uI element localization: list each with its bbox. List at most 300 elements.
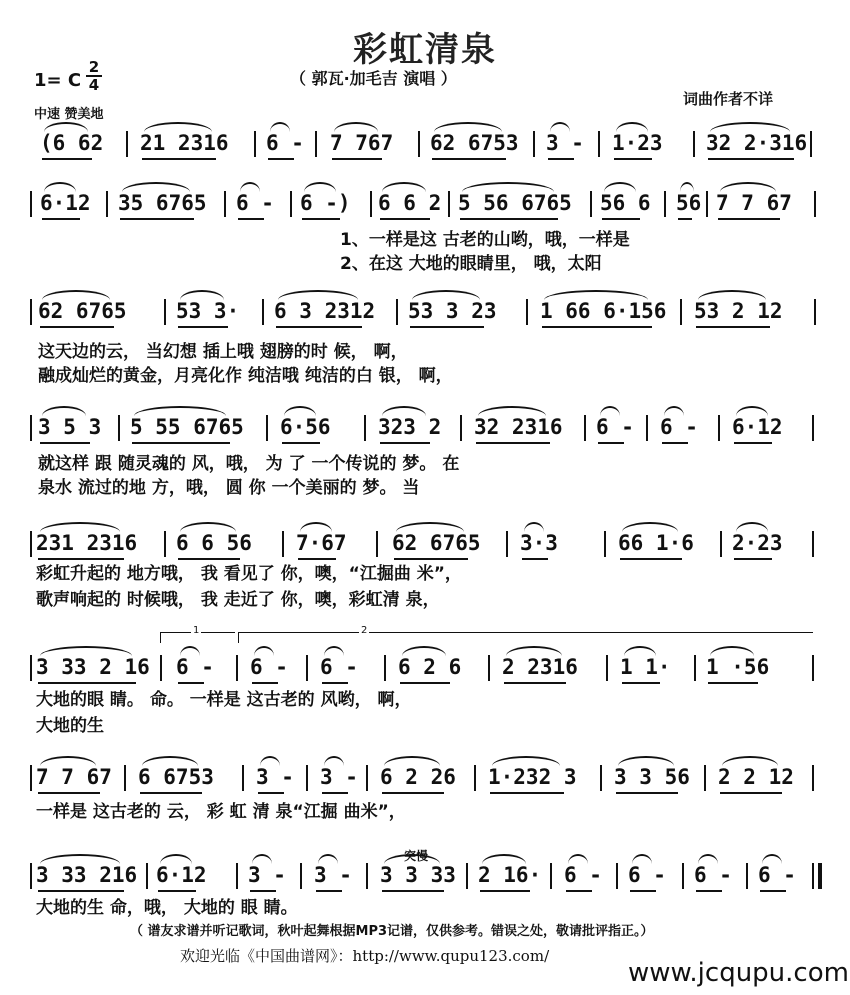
bar-line — [533, 131, 535, 157]
bar-line — [146, 863, 148, 889]
bar-line — [30, 415, 32, 441]
slur-mark — [544, 290, 648, 300]
measure-notes: 62 6753 — [430, 131, 519, 155]
lyric-line — [0, 452, 850, 476]
volta-second-label: 2 — [361, 625, 368, 636]
beam-line — [598, 442, 624, 444]
beam-line — [522, 558, 548, 560]
bar-line — [124, 765, 126, 791]
beam-line — [158, 890, 196, 892]
lyric-line — [0, 252, 850, 276]
measure-notes: 3 - — [314, 863, 352, 887]
slur-mark — [144, 122, 212, 132]
tempo-marking: 中速 赞美地 — [34, 107, 104, 122]
beam-line — [178, 682, 204, 684]
slur-mark — [762, 854, 782, 864]
staff-row — [0, 652, 850, 690]
slur-mark — [318, 854, 338, 864]
bar-line — [460, 415, 462, 441]
volta-first-label: 1 — [193, 625, 200, 636]
measure-notes: 53 3 23 — [408, 299, 497, 323]
measure-notes: 6 6 56 — [176, 531, 252, 555]
measure-notes: 3 - — [256, 765, 294, 789]
beam-line — [542, 326, 652, 328]
sudden-slow-marking: 突慢 — [404, 849, 429, 863]
lyric-text: 大地的眼 睛。 命。 一样是 这古老的 风哟， 啊， — [36, 690, 412, 710]
beam-line — [380, 218, 430, 220]
beam-line — [42, 218, 80, 220]
beam-line — [602, 218, 640, 220]
measure-notes: 2 2316 — [502, 655, 578, 679]
beam-line — [238, 218, 264, 220]
beam-line — [410, 326, 484, 328]
bar-line — [384, 655, 386, 681]
slur-mark — [180, 522, 236, 532]
slur-mark — [252, 854, 272, 864]
bar-line — [812, 863, 814, 889]
beam-line — [662, 442, 688, 444]
slur-mark — [304, 182, 336, 192]
slur-mark — [698, 290, 766, 300]
bar-line — [364, 415, 366, 441]
slur-mark — [382, 182, 426, 192]
measure-notes: 323 2 — [378, 415, 442, 439]
slur-mark — [284, 406, 316, 416]
measure-notes: 2 2 12 — [718, 765, 794, 789]
bar-line — [812, 655, 814, 681]
bar-line — [376, 531, 378, 557]
bar-line — [664, 191, 666, 217]
lyric-text: 融成灿烂的黄金，月亮化作 纯洁哦 纯洁的白 银， 啊， — [38, 366, 453, 386]
beam-line — [140, 792, 202, 794]
measure-notes: 6 - — [596, 415, 634, 439]
slur-mark — [324, 756, 344, 766]
volta-first — [160, 625, 235, 643]
lyric-text: 彩虹升起的 地方哦， 我 看见了 你，噢，“江掘曲 米”， — [36, 564, 462, 584]
lyric-text: 大地的生 命，哦， 大地的 眼 睛。 — [36, 898, 298, 918]
beam-line — [282, 442, 320, 444]
time-signature-bottom: 4 — [88, 76, 100, 94]
slur-mark — [736, 522, 768, 532]
measure-notes: 3 - — [248, 863, 286, 887]
staff-row — [0, 412, 850, 450]
beam-line — [252, 682, 278, 684]
footer-site-link[interactable]: 欢迎光临《中国曲谱网》：http://www.qupu123.com/ — [180, 947, 550, 965]
lyric-line — [0, 588, 850, 612]
beam-line — [708, 682, 758, 684]
measure-notes: 3 33 216 — [36, 863, 138, 887]
slur-mark — [664, 406, 684, 416]
measure-notes: 1 1· — [620, 655, 671, 679]
lyric-text: 这天边的云， 当幻想 插上哦 翅膀的时 候， 啊， — [38, 342, 408, 362]
measure-notes: 56 — [676, 191, 702, 215]
beam-line — [760, 890, 786, 892]
bar-line — [474, 765, 476, 791]
lyric-line — [0, 800, 850, 824]
beam-line — [566, 890, 592, 892]
measure-notes: 6 - — [628, 863, 666, 887]
bar-line — [306, 765, 308, 791]
bar-line — [488, 655, 490, 681]
measure-notes: 6 - — [236, 191, 274, 215]
slur-mark — [382, 406, 426, 416]
slur-mark — [44, 182, 76, 192]
beam-line — [620, 558, 682, 560]
bar-line — [366, 863, 368, 889]
key-signature: 1= C — [34, 70, 82, 91]
bar-line — [315, 131, 317, 157]
beam-line — [734, 442, 772, 444]
bar-line — [812, 415, 814, 441]
measure-notes: 6 6 2 — [378, 191, 442, 215]
slur-mark — [680, 182, 694, 192]
beam-line — [142, 158, 216, 160]
measure-notes: 32 2316 — [474, 415, 563, 439]
beam-line — [490, 792, 564, 794]
bar-line — [448, 191, 450, 217]
beam-line — [298, 558, 336, 560]
measure-notes: 6 - — [694, 863, 732, 887]
slur-mark — [720, 182, 776, 192]
slur-mark — [122, 182, 190, 192]
bar-line — [366, 765, 368, 791]
lyric-text: 大地的生 — [36, 716, 104, 736]
bar-line — [164, 299, 166, 325]
slur-mark — [492, 756, 560, 766]
bar-line — [606, 655, 608, 681]
beam-line — [696, 326, 770, 328]
beam-line — [332, 158, 382, 160]
beam-line — [42, 158, 92, 160]
bar-line — [266, 415, 268, 441]
watermark: www.jcqupu.com — [628, 958, 849, 988]
slur-mark — [478, 406, 546, 416]
bar-line — [254, 131, 256, 157]
bar-line — [616, 863, 618, 889]
beam-line — [40, 326, 114, 328]
beam-line — [616, 792, 678, 794]
bar-line — [418, 131, 420, 157]
measure-notes: 6 - — [250, 655, 288, 679]
beam-line — [614, 158, 652, 160]
bar-line — [600, 765, 602, 791]
slur-mark — [550, 122, 570, 132]
beam-line — [720, 792, 782, 794]
staff-row — [0, 860, 850, 898]
beam-line — [178, 326, 228, 328]
beam-line — [480, 890, 530, 892]
measure-notes: 6 3 2312 — [274, 299, 376, 323]
bar-line — [282, 531, 284, 557]
slur-mark — [134, 406, 226, 416]
slur-mark — [624, 646, 656, 656]
slur-mark — [462, 182, 554, 192]
bar-line — [682, 863, 684, 889]
bar-line — [680, 299, 682, 325]
staff-row — [0, 296, 850, 334]
measure-notes: (6 62 — [40, 131, 104, 155]
lyric-line — [0, 476, 850, 500]
slur-mark — [40, 646, 132, 656]
slur-mark — [42, 406, 86, 416]
singer-credit: （ 郭瓦·加毛吉 演唱 ） — [290, 69, 457, 88]
measure-notes: 3 3 56 — [614, 765, 690, 789]
lyric-text: 1、一样是这 古老的山哟，哦，一样是 — [340, 230, 630, 250]
staff-row — [0, 528, 850, 566]
bar-line — [242, 765, 244, 791]
slur-mark — [482, 854, 526, 864]
bar-line — [814, 299, 816, 325]
bar-line — [694, 655, 696, 681]
measure-notes: 66 1·6 — [618, 531, 694, 555]
slur-mark — [334, 122, 378, 132]
measure-notes: 6 - — [176, 655, 214, 679]
beam-line — [432, 158, 506, 160]
lyric-text: 泉水 流过的地 方，哦， 圆 你 一个美丽的 梦。 当 — [38, 478, 420, 498]
staff-row — [0, 762, 850, 800]
slur-mark — [160, 854, 192, 864]
beam-line — [38, 682, 136, 684]
measure-notes: 56 6 — [600, 191, 651, 215]
bar-line — [590, 191, 592, 217]
slur-mark — [254, 646, 274, 656]
bar-line — [126, 131, 128, 157]
beam-line — [322, 792, 348, 794]
slur-mark — [278, 290, 358, 300]
bar-line — [30, 765, 32, 791]
slur-mark — [600, 406, 620, 416]
beam-line — [382, 890, 444, 892]
bar-line — [746, 863, 748, 889]
beam-line — [38, 558, 124, 560]
lyric-line — [0, 562, 850, 586]
measure-notes: 3 33 2 16 — [36, 655, 150, 679]
bar-line — [30, 655, 32, 681]
measure-notes: 3·3 — [520, 531, 558, 555]
measure-notes: 6 6753 — [138, 765, 214, 789]
measure-notes: 53 2 12 — [694, 299, 783, 323]
bar-line — [704, 765, 706, 791]
measure-notes: 1·23 — [612, 131, 663, 155]
bar-line — [693, 131, 695, 157]
measure-notes: 62 6765 — [392, 531, 481, 555]
beam-line — [120, 218, 194, 220]
slur-mark — [722, 756, 778, 766]
slur-mark — [240, 182, 260, 192]
measure-notes: 7 7 67 — [716, 191, 792, 215]
measure-notes: 35 6765 — [118, 191, 207, 215]
measure-notes: 6 2 6 — [398, 655, 462, 679]
slur-mark — [710, 646, 754, 656]
slur-mark — [506, 646, 562, 656]
beam-line — [678, 218, 692, 220]
slur-mark — [698, 854, 718, 864]
measure-notes: 32 2·316 — [706, 131, 808, 155]
measure-notes: 7 767 — [330, 131, 394, 155]
beam-line — [322, 682, 348, 684]
bar-line — [370, 191, 372, 217]
measure-notes: 2 16· — [478, 863, 542, 887]
beam-line — [302, 218, 340, 220]
slur-mark — [300, 522, 332, 532]
measure-notes: 3 3 33 — [380, 863, 456, 887]
measure-notes: 62 6765 — [38, 299, 127, 323]
time-signature — [86, 60, 102, 92]
slur-mark — [402, 646, 446, 656]
beam-line — [40, 442, 90, 444]
bar-line — [30, 299, 32, 325]
slur-mark — [40, 854, 120, 864]
slur-mark — [270, 122, 290, 132]
bar-line — [224, 191, 226, 217]
slur-mark — [524, 522, 544, 532]
measure-notes: 6·12 — [156, 863, 207, 887]
bar-line — [584, 415, 586, 441]
bar-line — [810, 131, 812, 157]
measure-notes: 6 - — [320, 655, 358, 679]
author-credit: 词曲作者不详 — [683, 90, 774, 108]
bar-line — [30, 191, 32, 217]
beam-line — [696, 890, 722, 892]
bar-line — [306, 655, 308, 681]
measure-notes: 2·23 — [732, 531, 783, 555]
slur-mark — [44, 122, 88, 132]
slur-mark — [616, 122, 648, 132]
slur-mark — [710, 122, 790, 132]
slur-mark — [42, 290, 110, 300]
measure-notes: 53 3· — [176, 299, 240, 323]
bar-line — [466, 863, 468, 889]
slur-mark — [180, 646, 200, 656]
lyric-line — [0, 714, 850, 738]
slur-mark — [568, 854, 588, 864]
staff-row — [0, 128, 850, 166]
bar-line — [160, 655, 162, 681]
slur-mark — [412, 290, 480, 300]
measure-notes: 6 - — [758, 863, 796, 887]
bar-line — [262, 299, 264, 325]
lyric-text: 一样是 这古老的 云， 彩 虹 清 泉“江掘 曲米”， — [36, 802, 406, 822]
bar-line — [812, 765, 814, 791]
slur-mark — [618, 756, 674, 766]
measure-notes: 6 - — [266, 131, 304, 155]
beam-line — [258, 792, 284, 794]
slur-mark — [384, 756, 440, 766]
lyric-line — [0, 688, 850, 712]
measure-notes: 6 2 26 — [380, 765, 456, 789]
measure-notes: 7 7 67 — [36, 765, 112, 789]
beam-line — [380, 442, 430, 444]
lyric-line — [0, 340, 850, 364]
bar-line — [236, 863, 238, 889]
beam-line — [178, 558, 240, 560]
beam-line — [382, 792, 444, 794]
beam-line — [734, 558, 772, 560]
measure-notes: 1 66 6·156 — [540, 299, 667, 323]
lyric-text: 2、在这 大地的眼睛里， 哦，太阳 — [340, 254, 602, 274]
measure-notes: 5 55 6765 — [130, 415, 244, 439]
beam-line — [476, 442, 550, 444]
measure-notes: 6·12 — [732, 415, 783, 439]
bar-line — [718, 415, 720, 441]
bar-line — [812, 531, 814, 557]
slur-mark — [736, 406, 768, 416]
beam-line — [460, 218, 558, 220]
beam-line — [268, 158, 294, 160]
song-title: 彩虹清泉 — [353, 30, 497, 70]
bar-line — [30, 863, 32, 889]
bar-line — [30, 531, 32, 557]
lyric-line — [0, 364, 850, 388]
beam-line — [622, 682, 660, 684]
measure-notes: 1 ·56 — [706, 655, 770, 679]
measure-notes: 3 - — [546, 131, 584, 155]
final-bar-line — [818, 863, 822, 889]
measure-notes: 1·232 3 — [488, 765, 577, 789]
bar-line — [706, 191, 708, 217]
bar-line — [720, 531, 722, 557]
slur-mark — [604, 182, 636, 192]
bar-line — [106, 191, 108, 217]
bar-line — [526, 299, 528, 325]
slur-mark — [622, 522, 678, 532]
bar-line — [506, 531, 508, 557]
volta-second — [238, 625, 813, 643]
bar-line — [236, 655, 238, 681]
bar-line — [396, 299, 398, 325]
bar-line — [550, 863, 552, 889]
slur-mark — [40, 522, 120, 532]
measure-notes: 21 2316 — [140, 131, 229, 155]
lyric-line — [0, 896, 850, 920]
bar-line — [646, 415, 648, 441]
beam-line — [316, 890, 342, 892]
slur-mark — [396, 522, 464, 532]
slur-mark — [324, 646, 344, 656]
measure-notes: 6 - — [660, 415, 698, 439]
slur-mark — [434, 122, 502, 132]
slur-mark — [40, 756, 96, 766]
beam-line — [132, 442, 230, 444]
beam-line — [548, 158, 574, 160]
bar-line — [118, 415, 120, 441]
beam-line — [38, 890, 124, 892]
staff-row — [0, 188, 850, 226]
beam-line — [504, 682, 566, 684]
beam-line — [400, 682, 450, 684]
bar-line — [604, 531, 606, 557]
beam-line — [718, 218, 780, 220]
lyric-text: 就这样 跟 随灵魂的 风，哦， 为 了 一个传说的 梦。 在 — [38, 454, 460, 474]
footer-note: （ 谱友求谱并听记歌词，秋叶起舞根据MP3记谱，仅供参考。错误之处，敬请批评指正。） — [130, 924, 654, 939]
measure-notes: 231 2316 — [36, 531, 138, 555]
bar-line — [300, 863, 302, 889]
bar-line — [814, 191, 816, 217]
measure-notes: 6 - — [564, 863, 602, 887]
beam-line — [708, 158, 794, 160]
time-signature-top: 2 — [88, 58, 100, 76]
beam-line — [630, 890, 656, 892]
measure-notes: 3 - — [320, 765, 358, 789]
measure-notes: 7·67 — [296, 531, 347, 555]
slur-mark — [142, 756, 198, 766]
slur-mark — [632, 854, 652, 864]
measure-notes: 3 5 3 — [38, 415, 102, 439]
lyric-line — [0, 228, 850, 252]
measure-notes: 6·12 — [40, 191, 91, 215]
beam-line — [276, 326, 362, 328]
measure-notes: 5 56 6765 — [458, 191, 572, 215]
